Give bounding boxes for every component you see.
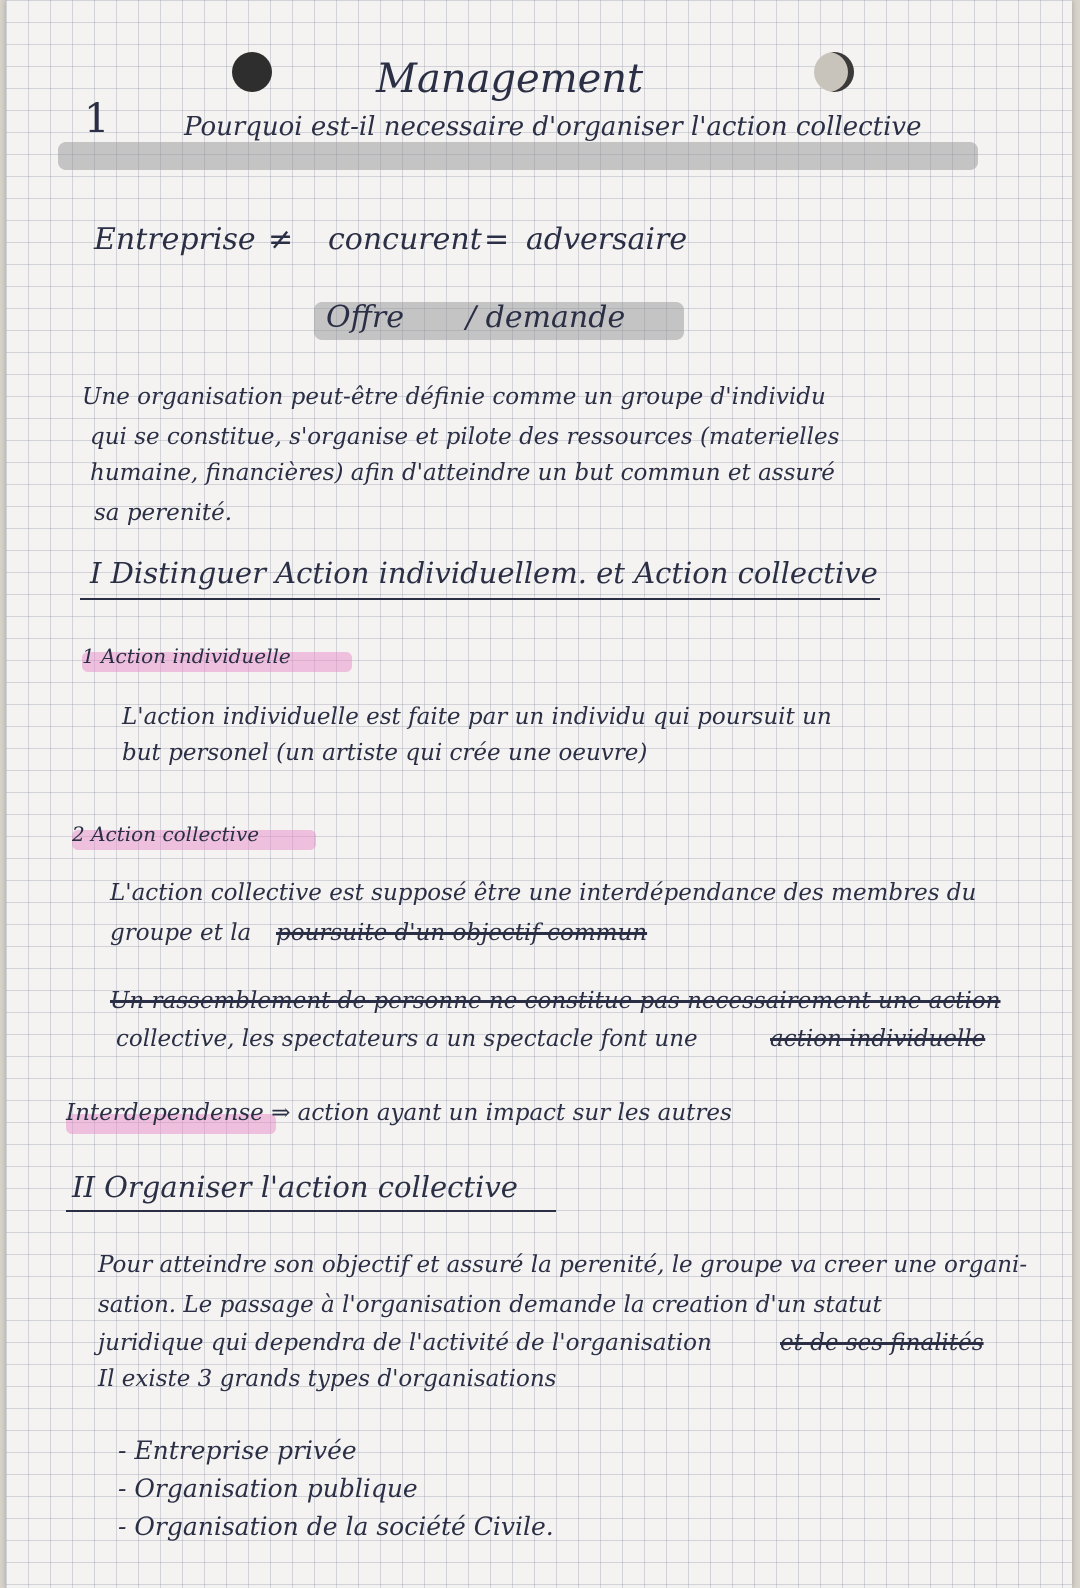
page-question: Pourquoi est-il necessaire d'organiser l'action collective	[184, 112, 922, 142]
sub-2-line-4-start: collective, les spectateurs a un spectacle font une	[116, 1026, 698, 1052]
relation-symbol: ≠	[268, 222, 294, 257]
notebook-page	[6, 0, 1072, 1588]
org-type-item: - Organisation publique	[118, 1474, 418, 1503]
sub-2-line-2-start: groupe et la	[110, 920, 252, 946]
sub-2-line-2-struck: poursuite d'un objectif commun	[276, 920, 648, 946]
section-2-line-4: Il existe 3 grands types d'organisations	[98, 1366, 557, 1392]
section-2-line-1: Pour atteindre son objectif et assuré la perenité, le groupe va creer une organi-	[98, 1252, 1028, 1278]
definition-line-1: Une organisation peut-être définie comme un groupe d'individu	[82, 384, 826, 410]
page-number: 1	[84, 96, 110, 142]
relation-equals: =	[484, 222, 510, 257]
org-type-item: - Organisation de la société Civile.	[118, 1512, 554, 1541]
section-1-underline	[80, 598, 880, 600]
sub-1-line-2: but personel (un artiste qui crée une oeuvre)	[122, 740, 648, 766]
sub-2-label: 2 Action collective	[72, 822, 260, 846]
relation-right: adversaire	[526, 222, 688, 257]
definition-line-2: qui se constitue, s'organise et pilote des ressources (materielles	[90, 424, 840, 450]
definition-line-3: humaine, financières) afin d'atteindre un but commun et assuré	[90, 460, 835, 486]
sub-2-line-1: L'action collective est supposé être une interdépendance des membres du	[110, 880, 977, 906]
sub-1-label: 1 Action individuelle	[82, 644, 291, 668]
section-2-heading: II Organiser l'action collective	[72, 1170, 518, 1204]
demande-label: / demande	[466, 300, 626, 335]
interdependance-line: Interdependense ⇒ action ayant un impact sur les autres	[66, 1100, 732, 1126]
punch-hole-right	[814, 52, 854, 92]
relation-middle: concurent	[328, 222, 482, 257]
punch-hole-left	[232, 52, 272, 92]
section-1-heading: I Distinguer Action individuellem. et Action collective	[90, 556, 878, 590]
page-title: Management	[376, 56, 644, 102]
sub-2-line-4-struck: action individuelle	[770, 1026, 986, 1052]
section-2-line-3: juridique qui dependra de l'activité de l'organisation	[98, 1330, 712, 1356]
question-highlight	[58, 142, 978, 170]
section-2-underline	[66, 1210, 556, 1212]
definition-line-4: sa perenité.	[94, 500, 233, 526]
relation-left: Entreprise	[94, 222, 256, 257]
offre-label: Offre	[326, 300, 404, 335]
sub-1-line-1: L'action individuelle est faite par un individu qui poursuit un	[122, 704, 832, 730]
section-2-line-3-struck: et de ses finalités	[780, 1330, 984, 1356]
section-2-line-2: sation. Le passage à l'organisation demande la creation d'un statut	[98, 1292, 882, 1318]
org-type-item: - Entreprise privée	[118, 1436, 357, 1465]
sub-2-line-3-struck: Un rassemblement de personne ne constitue pas necessairement une action	[110, 988, 1001, 1014]
